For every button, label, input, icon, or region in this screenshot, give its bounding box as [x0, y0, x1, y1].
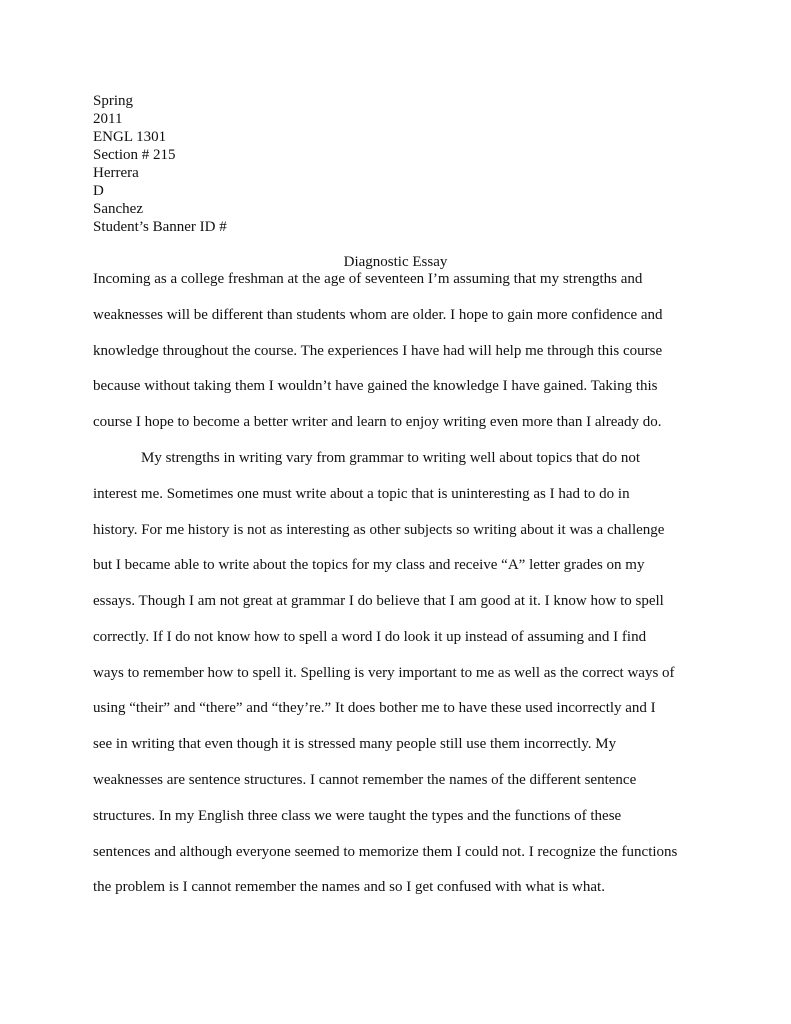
- header-student-name: Sanchez: [93, 201, 143, 217]
- paragraph-2-line: the problem is I cannot remember the names and so I get confused with what is what.: [93, 879, 605, 895]
- paragraph-1-line: knowledge throughout the course. The experiences I have had will help me through this course: [93, 343, 663, 359]
- paragraph-1-line: Incoming as a college freshman at the age of seventeen I’m assuming that my strengths and: [93, 271, 643, 287]
- paragraph-2-line: see in writing that even though it is stressed many people still use them incorrectly. My: [93, 736, 617, 752]
- paragraph-2-line: sentences and although everyone seemed to memorize them I could not. I recognize the functions: [93, 844, 678, 860]
- paragraph-2-line: interest me. Sometimes one must write about a topic that is uninteresting as I had to do in: [93, 486, 630, 502]
- header-section: Section # 215: [93, 147, 176, 163]
- paragraph-2-line: correctly. If I do not know how to spell a word I do look it up instead of assuming and I find: [93, 629, 647, 645]
- header-course: ENGL 1301: [93, 129, 167, 145]
- paragraph-1-line: course I hope to become a better writer and learn to enjoy writing even more than I already do.: [93, 414, 662, 430]
- paragraph-1-line: because without taking them I wouldn’t have gained the knowledge I have gained. Taking this: [93, 378, 658, 394]
- paragraph-2-line: ways to remember how to spell it. Spelling is very important to me as well as the correct ways of: [93, 665, 675, 681]
- paragraph-2-line: weaknesses are sentence structures. I cannot remember the names of the different sentence: [93, 772, 637, 788]
- header-instructor: Herrera: [93, 165, 139, 181]
- header-block: [93, 92, 227, 236]
- paragraph-2-line: My strengths in writing vary from grammar to writing well about topics that do not: [141, 450, 641, 466]
- paragraph-2-line: but I became able to write about the topics for my class and receive “A” letter grades on my: [93, 557, 645, 573]
- header-term: Spring: [93, 93, 134, 109]
- header-initial: D: [93, 183, 104, 199]
- paragraph-2-line: history. For me history is not as interesting as other subjects so writing about it was a challenge: [93, 522, 665, 538]
- paragraph-2-line: using “their” and “there” and “they’re.” It does bother me to have these used incorrectly and I: [93, 700, 656, 716]
- paragraph-2-line: structures. In my English three class we were taught the types and the functions of these: [93, 808, 622, 824]
- paragraph-2-line: essays. Though I am not great at grammar I do believe that I am good at it. I know how to spell: [93, 593, 664, 609]
- header-year: 2011: [93, 111, 123, 127]
- header-banner-id: Student’s Banner ID #: [93, 219, 227, 235]
- paragraph-1-line: weaknesses will be different than students whom are older. I hope to gain more confidence and: [93, 307, 663, 323]
- document-title: Diagnostic Essay: [343, 254, 448, 270]
